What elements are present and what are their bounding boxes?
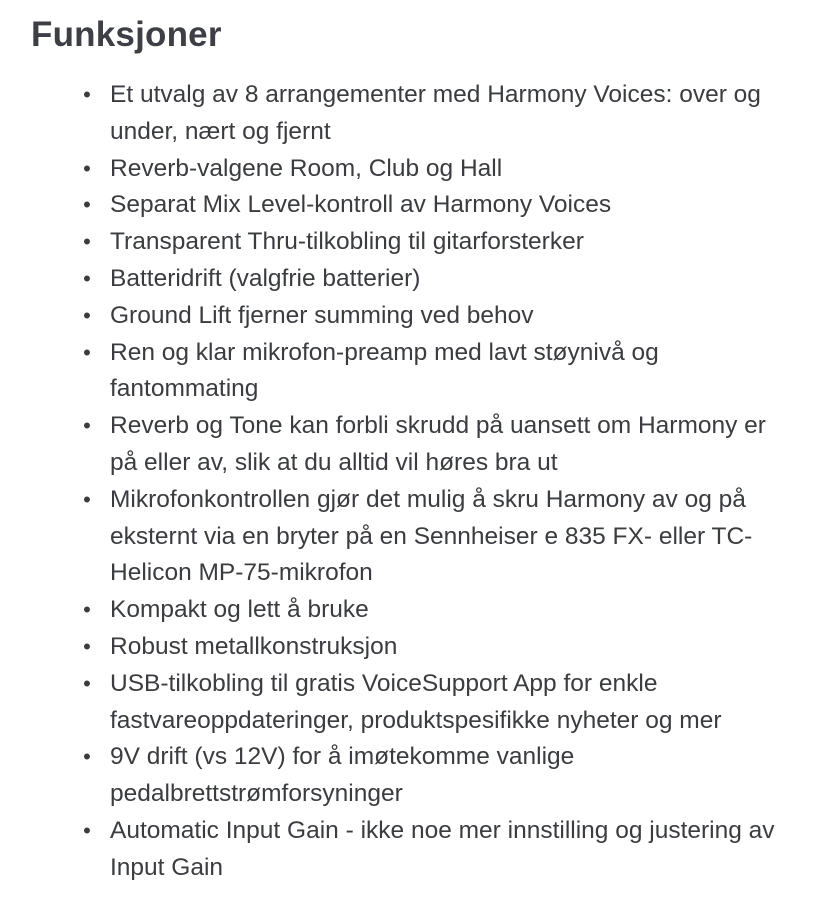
- bullet-icon: •: [83, 633, 91, 659]
- feature-text: Automatic Input Gain - ikke noe mer innstilling og justering av Input Gain: [110, 816, 775, 881]
- feature-item: [0, 261, 828, 298]
- bullet-icon: •: [83, 817, 91, 843]
- feature-text: 9V drift (vs 12V) for å imøtekomme vanlige pedalbrettstrømforsyninger: [110, 743, 575, 808]
- feature-text: Reverb og Tone kan forbli skrudd på uansett om Harmony er på eller av, slik at du alltid vil høres bra ut: [110, 412, 766, 476]
- feature-text: Transparent Thru-tilkobling til gitarforsterker: [110, 228, 584, 256]
- bullet-icon: •: [83, 82, 91, 107]
- bullet-icon: •: [83, 265, 91, 291]
- feature-item: [0, 187, 828, 224]
- bullet-icon: •: [83, 486, 91, 512]
- feature-item: [0, 813, 828, 887]
- bullet-icon: •: [83, 155, 91, 181]
- feature-item: [0, 224, 828, 261]
- feature-item: [0, 629, 828, 666]
- feature-text: Batteridrift (valgfrie batterier): [110, 264, 421, 292]
- bullet-icon: •: [83, 339, 91, 365]
- feature-text: Robust metallkonstruksjon: [110, 632, 398, 660]
- bullet-icon: •: [83, 670, 91, 696]
- feature-item: [0, 298, 828, 335]
- feature-text: Et utvalg av 8 arrangementer med Harmony Voices: over og under, nært og fjernt: [110, 81, 761, 145]
- feature-text: Mikrofonkontrollen gjør det mulig å skru Harmony av og på eksternt via en bryter på en Sennheiser e 835 FX- eller TC-Helicon MP-75-mikrofon: [110, 485, 753, 587]
- bullet-icon: •: [83, 413, 91, 439]
- bullet-icon: •: [83, 302, 91, 328]
- feature-list: [0, 77, 828, 887]
- feature-text: Kompakt og lett å bruke: [110, 596, 369, 624]
- feature-text: USB-tilkobling til gratis VoiceSupport App for enkle fastvareoppdateringer, produktspesifikke nyheter og mer: [110, 669, 722, 734]
- bullet-icon: •: [83, 597, 91, 623]
- feature-text: Separat Mix Level-kontroll av Harmony Voices: [110, 191, 612, 219]
- feature-text: Ground Lift fjerner summing ved behov: [110, 301, 534, 329]
- bullet-icon: •: [83, 744, 91, 770]
- bullet-icon: •: [83, 192, 91, 218]
- feature-item: [0, 151, 828, 188]
- feature-item: [0, 739, 828, 813]
- feature-item: [0, 482, 828, 592]
- feature-item: [0, 77, 828, 151]
- feature-item: [0, 335, 828, 409]
- feature-item: [0, 666, 828, 740]
- bullet-icon: •: [83, 229, 91, 255]
- feature-text: Ren og klar mikrofon-preamp med lavt støynivå og fantommating: [110, 338, 659, 403]
- feature-text: Reverb-valgene Room, Club og Hall: [110, 154, 503, 182]
- feature-item: [0, 408, 828, 482]
- section-heading: Funksjoner: [31, 15, 222, 54]
- feature-item: [0, 592, 828, 629]
